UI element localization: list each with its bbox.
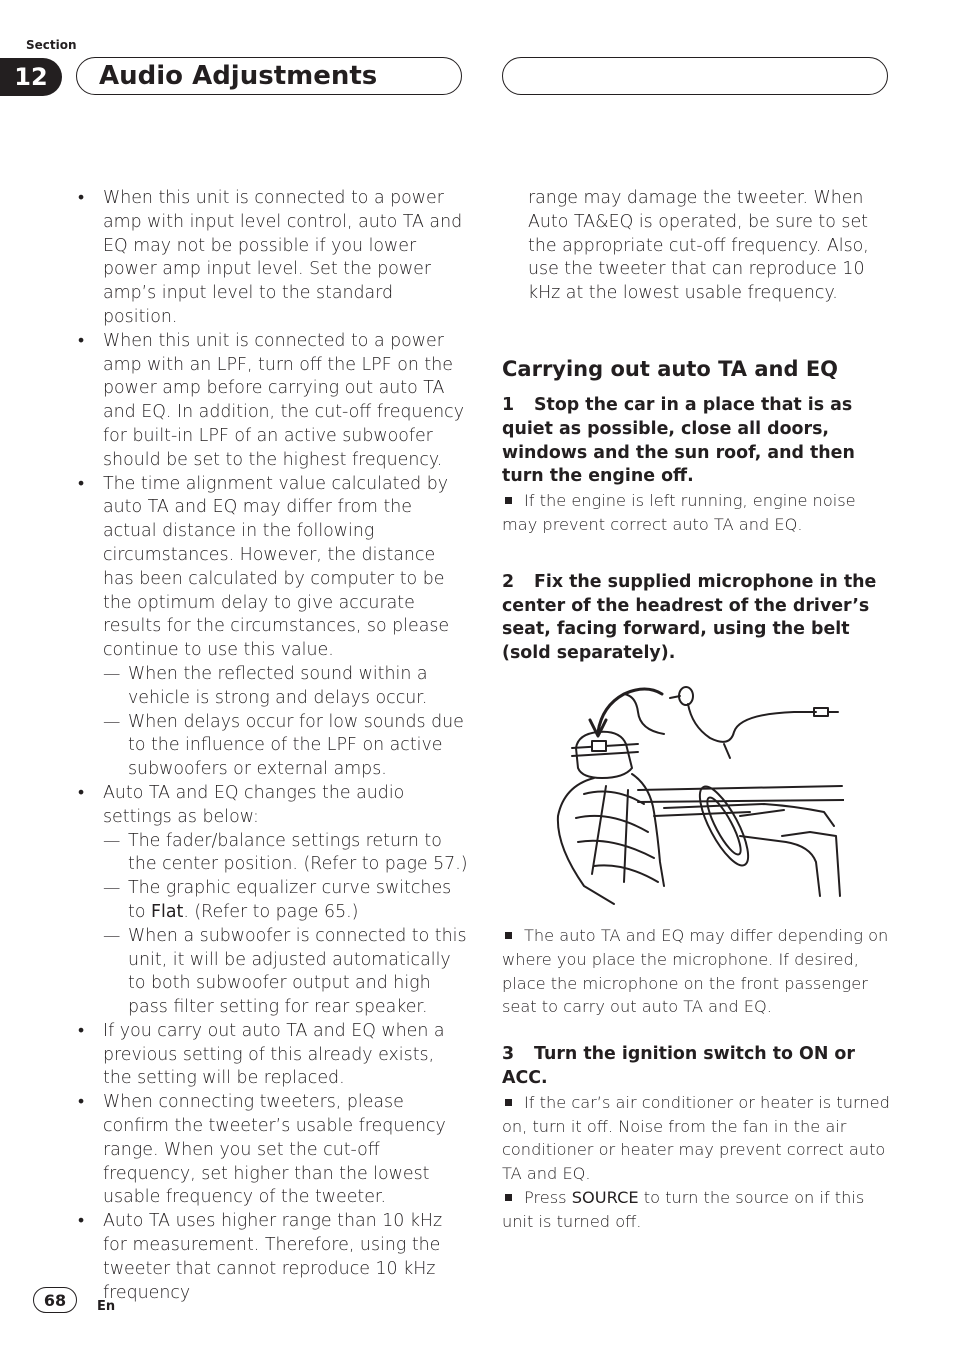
step-1 (502, 394, 892, 489)
step-1-text: Stop the car in a place that is as quiet as possible, close all doors, windows and the sun roof, and then turn the engine off. (502, 394, 855, 487)
dash-fader-balance: — The fader/balance settings return to the center position. (Refer to page 57.) (78, 830, 468, 878)
step-1-note-text: If the engine is left running, engine noise may prevent correct auto TA and EQ. (502, 491, 856, 534)
dash-graphic-eq (78, 877, 468, 925)
square-bullet-icon (505, 1099, 512, 1106)
page-title: Audio Adjustments (99, 61, 378, 91)
dash-low-sound-delay: — When delays occur for low sounds due to the influence of the LPF on active subwoofers or external amps. (78, 711, 468, 782)
language-label: En (97, 1299, 116, 1314)
step-3-number: 3 (502, 1044, 515, 1065)
step-1-number: 1 (502, 394, 515, 415)
flat-setting: Flat (151, 901, 184, 922)
illustration-note (502, 924, 892, 1019)
section-number-badge: 12 (0, 58, 62, 96)
step-3-note-1-text: If the car’s air conditioner or heater is turned on, turn it off. Noise from the fan in the air conditioner or heater may prevent correct auto TA and EQ. (502, 1092, 890, 1184)
step-3 (502, 1043, 892, 1091)
square-bullet-icon (505, 932, 512, 939)
bullet-auto-ta-range: • Auto TA uses higher range than 10 kHz for measurement. Therefore, using the tweeter that cannot reproduce 10 kHz frequency (78, 1210, 468, 1305)
step-2-text: Fix the supplied microphone in the center of the headrest of the driver’s seat, facing forward, using the belt (sold separately). (502, 571, 877, 664)
left-column (78, 187, 468, 1305)
step-2 (502, 571, 892, 666)
square-bullet-icon (505, 497, 512, 504)
right-column (502, 187, 892, 1234)
bullet-audio-settings: • Auto TA and EQ changes the audio settings as below: (78, 782, 468, 830)
bullet-power-amp-lpf: • When this unit is connected to a power amp with an LPF, turn off the LPF on the power amp before carrying out auto TA and EQ. In addition, the cut-off frequency for built-in LPF of an active subwoofer should be set to the highest frequency. (78, 330, 468, 473)
step-2-number: 2 (502, 571, 515, 592)
dash-graphic-eq-ref: . (Refer to page 65.) (183, 901, 359, 922)
bullet-time-alignment: • The time alignment value calculated by auto TA and EQ may differ from the actual distance in the following circumstances. However, the distance has been calculated by computer to be the optimum delay to give accurate results for the circumstances, so please continue to use this value. (78, 473, 468, 663)
step-1-note (502, 489, 892, 537)
dash-graphic-eq-text: The graphic equalizer curve switches to (128, 878, 452, 922)
bullet-power-amp-input: • When this unit is connected to a power amp with input level control, auto TA and EQ may not be possible if you lower power amp input level. Set the power amp’s input level to the standard position. (78, 187, 468, 330)
step-3-note-2 (502, 1186, 892, 1234)
step-3-note-2-post: to turn the source on if this unit is turned off. (502, 1187, 865, 1231)
step-3-note-2-pre: Press (524, 1187, 567, 1207)
section-heading: Carrying out auto TA and EQ (502, 356, 839, 381)
square-bullet-icon (505, 1194, 512, 1201)
illustration-note-text: The auto TA and EQ may differ depending on where you place the microphone. If desired, place the microphone on the front passenger seat to carry out auto TA and EQ. (502, 925, 889, 1017)
continued-paragraph: range may damage the tweeter. When Auto TA&EQ is operated, be sure to set the appropriate cut-off frequency. Also, use the tweeter that can reproduce 10 kHz at the lowest usable frequency. (528, 188, 869, 304)
microphone-headrest-illustration (554, 686, 844, 906)
blank-header-frame (502, 57, 888, 95)
step-3-text: Turn the ignition switch to ON or ACC. (502, 1044, 855, 1088)
bullet-tweeters: • When connecting tweeters, please confirm the tweeter’s usable frequency range. When you set the cut-off frequency, set higher than the lowest usable frequency of the tweeter. (78, 1091, 468, 1210)
bullet-previous-setting: • If you carry out auto TA and EQ when a previous setting of this already exists, the setting will be replaced. (78, 1020, 468, 1091)
page-number: 68 (33, 1287, 77, 1313)
dash-subwoofer: — When a subwoofer is connected to this unit, it will be adjusted automatically to both subwoofer output and high pass filter setting for rear speaker. (78, 925, 468, 1020)
source-button-label: SOURCE (571, 1187, 639, 1207)
dash-reflected-sound: — When the reflected sound within a vehicle is strong and delays occur. (78, 663, 468, 711)
step-3-note-1 (502, 1091, 892, 1186)
section-label: Section (26, 38, 77, 52)
